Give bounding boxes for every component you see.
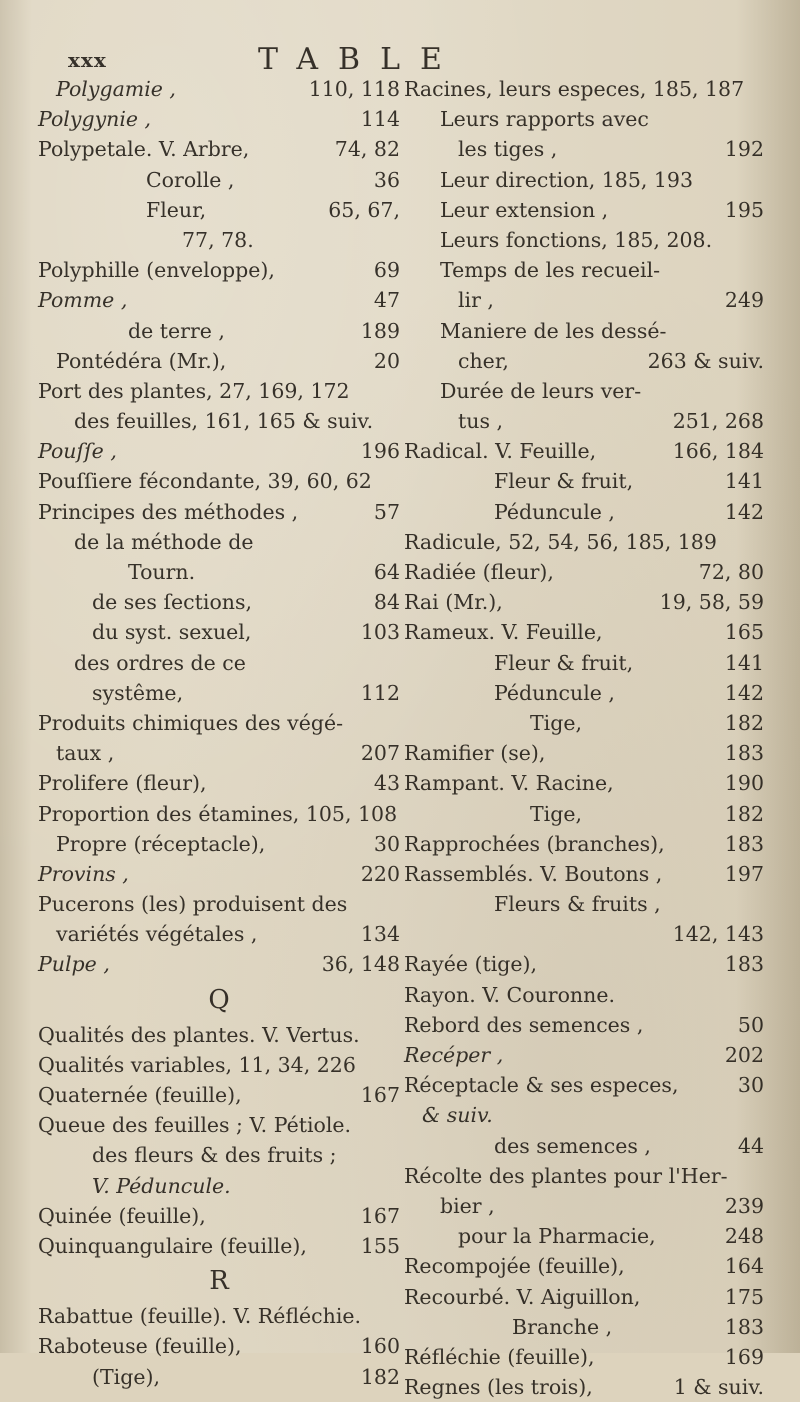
index-entry [404,497,764,527]
entry-text: Rayée (tige), [404,952,538,977]
entry-text: Leur extension , [440,197,609,222]
index-entry [404,165,764,195]
index-entry [404,1040,764,1070]
entry-page-ref: 183 [724,831,764,856]
page-number: xxx [68,48,107,72]
index-entry [38,799,400,829]
entry-text: des fleurs & des fruits ; [92,1143,337,1168]
entry-page-ref: 142 [724,680,764,705]
entry-page-ref: 64 [373,560,400,584]
entry-text: 77, 78. [182,227,254,252]
entry-text: Rebord des semences , [404,1012,644,1037]
entry-text: Radicule, 52, 54, 56, 185, 189 [404,529,717,554]
index-entry [404,1342,764,1372]
entry-page-ref: 74, 82 [334,137,400,162]
entry-text: Péduncule , [494,680,615,705]
entry-page-ref: 165 [724,620,764,645]
entry-page-ref: 190 [724,771,764,796]
index-entry [38,889,400,919]
entry-text: Quaternée (feuille), [38,1083,242,1107]
index-entry [38,285,400,315]
entry-text: Pulpe , [38,952,110,977]
index-entry [38,1140,400,1170]
entry-page-ref: 155 [360,1233,400,1258]
left-column [38,74,400,1392]
index-entry [404,799,764,829]
index-entry [404,587,764,617]
index-entry [404,255,764,285]
left-entries-q [38,1020,400,1262]
index-entry [404,406,764,436]
entry-text: Provins , [38,861,129,886]
entry-text: Pomme , [38,288,128,313]
entry-text: de la méthode de [74,529,254,554]
entry-page-ref: 249 [724,288,764,313]
index-entry [404,738,764,768]
entry-text: Raboteuse (feuille), [38,1334,242,1359]
index-entry [404,346,764,376]
entry-page-ref: 50 [737,1012,764,1037]
entry-page-ref: 114 [360,107,400,132]
entry-page-ref: 36, 148 [321,952,400,977]
index-entry [404,859,764,889]
entry-page-ref: 263 & suiv. [647,348,764,373]
index-entry [38,497,400,527]
entry-page-ref: 142, 143 [672,922,764,947]
entry-text: Port des plantes, 27, 169, 172 [38,378,350,403]
entry-text: Racines, leurs especes, 185, 187 [404,77,745,101]
entry-page-ref: 207 [360,741,400,766]
index-entry [404,768,764,798]
entry-text: Proportion des étamines, 105, 108 [38,801,398,826]
entry-text: systême, [92,680,184,705]
entry-page-ref: 220 [360,861,400,886]
entry-page-ref: 65, 67, [328,197,400,222]
entry-text: Rapprochées (branches), [404,831,665,856]
index-entry [38,1231,400,1261]
index-entry [404,1161,764,1191]
index-entry [404,134,764,164]
entry-text: des ordres de ce [74,650,246,675]
entry-text: Quinquangulaire (feuille), [38,1233,307,1258]
section-letter-q: Q [208,984,230,1015]
entry-text: Radical. V. Feuille, [404,439,597,464]
entry-page-ref: 189 [360,318,400,343]
entry-text: Polygynie , [38,107,152,132]
entry-text: Qualités des plantes. V. Vertus. [38,1022,360,1047]
index-entry [38,1171,400,1201]
entry-text: pour la Pharmacie, [458,1224,656,1249]
entry-text: Maniere de les dessé- [440,318,667,343]
entry-page-ref: 182 [724,710,764,735]
index-entry [38,436,400,466]
entry-text: Polyphille (enveloppe), [38,258,275,283]
index-entry [404,1010,764,1040]
index-entry [404,436,764,466]
index-entry [404,648,764,678]
index-entry [404,829,764,859]
entry-text: Rai (Mr.), [404,590,503,615]
entry-page-ref: 248 [724,1224,764,1249]
entry-page-ref: 134 [360,922,400,947]
entry-page-ref: 69 [373,258,400,283]
entry-text: Pontédéra (Mr.), [56,348,227,373]
entry-page-ref: 183 [724,1314,764,1339]
index-entry [38,104,400,134]
left-entries-r [38,1301,400,1392]
index-entry [38,1110,400,1140]
index-entry [404,1100,764,1130]
index-entry [38,195,400,225]
index-entry [404,1131,764,1161]
index-entry [38,617,400,647]
index-entry [38,587,400,617]
entry-text: Pouſſiere fécondante, 39, 60, 62 [38,469,372,494]
entry-text: Radiée (fleur), [404,560,554,584]
entry-page-ref: 103 [360,620,400,645]
index-entry [38,225,400,255]
entry-text: Fleur & fruit, [494,469,634,494]
entry-text: des semences , [494,1133,651,1158]
entry-page-ref: 195 [724,197,764,222]
index-entry [404,1282,764,1312]
entry-text: taux , [56,741,115,766]
entry-page-ref: 183 [724,741,764,766]
entry-text: les tiges , [458,137,558,162]
index-entry [404,225,764,255]
entry-text: Propre (réceptacle), [56,831,266,856]
index-entry [404,1251,764,1281]
entry-text: Recompojée (feuille), [404,1254,625,1279]
section-letter-r: R [209,1266,229,1297]
entry-text: de ses ſections, [92,590,253,615]
entry-page-ref: 112 [360,680,400,705]
index-entry [38,949,400,979]
entry-page-ref: 182 [724,801,764,826]
entry-text: Durée de leurs ver- [440,378,642,403]
running-title: TABLE [258,42,462,77]
entry-page-ref: 197 [724,861,764,886]
entry-text: du syst. sexuel, [92,620,252,645]
entry-text: Réfléchie (feuille), [404,1344,595,1369]
index-entry [38,678,400,708]
index-entry [404,1070,764,1100]
entry-text: & suiv. [422,1103,493,1128]
entry-text: (Tige), [92,1364,160,1389]
entry-page-ref: 182 [360,1364,400,1389]
index-entry [38,1020,400,1050]
index-entry [404,919,764,949]
entry-text: Péduncule , [494,499,615,524]
index-entry [404,980,764,1010]
entry-page-ref: 167 [360,1203,400,1228]
entry-page-ref: 164 [724,1254,764,1279]
entry-page-ref: 19, 58, 59 [659,590,764,615]
entry-text: Rabattue (feuille). V. Réfléchie. [38,1304,362,1329]
index-entry [38,466,400,496]
entry-text: V. Péduncule. [92,1173,231,1198]
entry-text: Rampant. V. Racine, [404,771,614,796]
index-entry [404,104,764,134]
entry-page-ref: 44 [737,1133,764,1158]
entry-page-ref: 167 [360,1083,400,1107]
index-entry [404,1312,764,1342]
entry-page-ref: 141 [724,650,764,675]
entry-text: Fleurs & fruits , [494,892,661,917]
entry-text: Fleur & fruit, [494,650,634,675]
entry-page-ref: 84 [373,590,400,615]
index-entry [38,134,400,164]
entry-page-ref: 20 [373,348,400,373]
entry-page-ref: 202 [724,1043,764,1067]
entry-page-ref: 36 [373,167,400,192]
entry-text: Prolifere (fleur), [38,771,207,796]
entry-text: Qualités variables, 11, 34, 226 [38,1052,356,1077]
entry-text: Regnes (les trois), [404,1375,593,1400]
index-entry [404,316,764,346]
left-entries [38,74,400,980]
entry-text: Rassemblés. V. Boutons , [404,861,663,886]
index-entry [38,316,400,346]
entry-text: Rameux. V. Feuille, [404,620,603,645]
index-entry [38,829,400,859]
entry-text: Réceptacle & ses especes, [404,1073,679,1098]
entry-page-ref: 196 [360,439,400,464]
entry-page-ref: 43 [373,771,400,796]
entry-page-ref: 30 [737,1073,764,1098]
entry-text: Queue des feuilles ; V. Pétiole. [38,1113,352,1138]
entry-text: Pucerons (les) produisent des [38,892,348,917]
index-entry [38,708,400,738]
entry-text: Branche , [512,1314,613,1339]
entry-text: variétés végétales , [56,922,258,947]
entry-text: Quinée (feuille), [38,1203,206,1228]
entry-text: Ramifier (se), [404,741,546,766]
right-entries [404,74,764,1402]
index-entry [38,74,400,104]
entry-page-ref: 110, 118 [308,77,400,101]
entry-page-ref: 160 [360,1334,400,1359]
entry-text: tus , [458,409,503,434]
index-entry [404,285,764,315]
entry-page-ref: 1 & suiv. [673,1375,764,1400]
index-entry [38,1331,400,1361]
entry-page-ref: 57 [373,499,400,524]
index-entry [38,557,400,587]
index-entry [38,768,400,798]
index-entry [404,1221,764,1251]
entry-text: bier , [440,1193,495,1218]
entry-text: Recéper , [404,1043,504,1067]
index-entry [404,195,764,225]
entry-page-ref: 47 [373,288,400,313]
entry-page-ref: 141 [724,469,764,494]
index-entry [404,466,764,496]
index-entry [38,165,400,195]
entry-text: Produits chimiques des végé- [38,710,344,735]
entry-text: des feuilles, 161, 165 & suiv. [74,409,374,434]
entry-page-ref: 192 [724,137,764,162]
index-entry [404,376,764,406]
entry-page-ref: 166, 184 [672,439,764,464]
entry-text: Récolte des plantes pour l'Her- [404,1163,728,1188]
entry-page-ref: 169 [724,1344,764,1369]
entry-text: lir , [458,288,494,313]
index-entry [404,949,764,979]
entry-page-ref: 239 [724,1193,764,1218]
index-entry [38,406,400,436]
entry-text: Leur direction, 185, 193 [440,167,694,192]
index-entry [38,376,400,406]
index-entry [404,74,764,104]
right-column [404,74,764,1402]
index-entry [38,859,400,889]
index-entry [404,889,764,919]
index-entry [38,919,400,949]
entry-text: Corolle , [146,167,235,192]
entry-text: Leurs fonctions, 185, 208. [440,227,713,252]
entry-page-ref: 175 [724,1284,764,1309]
entry-text: cher, [458,348,509,373]
entry-page-ref: 251, 268 [672,409,764,434]
index-entry [404,1191,764,1221]
index-entry [38,527,400,557]
entry-page-ref: 30 [373,831,400,856]
index-entry [404,617,764,647]
entry-text: Fleur, [146,197,207,222]
entry-page-ref: 142 [724,499,764,524]
index-entry [38,346,400,376]
index-entry [404,708,764,738]
index-entry [38,648,400,678]
entry-text: Polypetale. V. Arbre, [38,137,250,162]
entry-text: de terre , [128,318,225,343]
index-entry [38,1362,400,1392]
entry-text: Tige, [530,801,583,826]
entry-text: Rayon. V. Couronne. [404,982,615,1007]
entry-text: Temps de les recueil- [440,258,661,283]
entry-page-ref: 183 [724,952,764,977]
entry-text: Principes des méthodes , [38,499,299,524]
entry-text: Leurs rapports avec [440,107,649,132]
index-entry [38,1080,400,1110]
entry-text: Tourn. [128,560,196,584]
index-entry [404,527,764,557]
index-entry [38,1050,400,1080]
index-entry [404,1372,764,1402]
entry-text: Polygamie , [56,77,176,101]
entry-page-ref: 72, 80 [698,560,764,584]
entry-text: Recourbé. V. Aiguillon, [404,1284,641,1309]
index-entry [404,678,764,708]
index-entry [38,255,400,285]
index-entry [404,557,764,587]
index-entry [38,738,400,768]
index-entry [38,1201,400,1231]
entry-text: Pouſſe , [38,439,117,464]
entry-text: Tige, [530,710,583,735]
index-entry [38,1301,400,1331]
